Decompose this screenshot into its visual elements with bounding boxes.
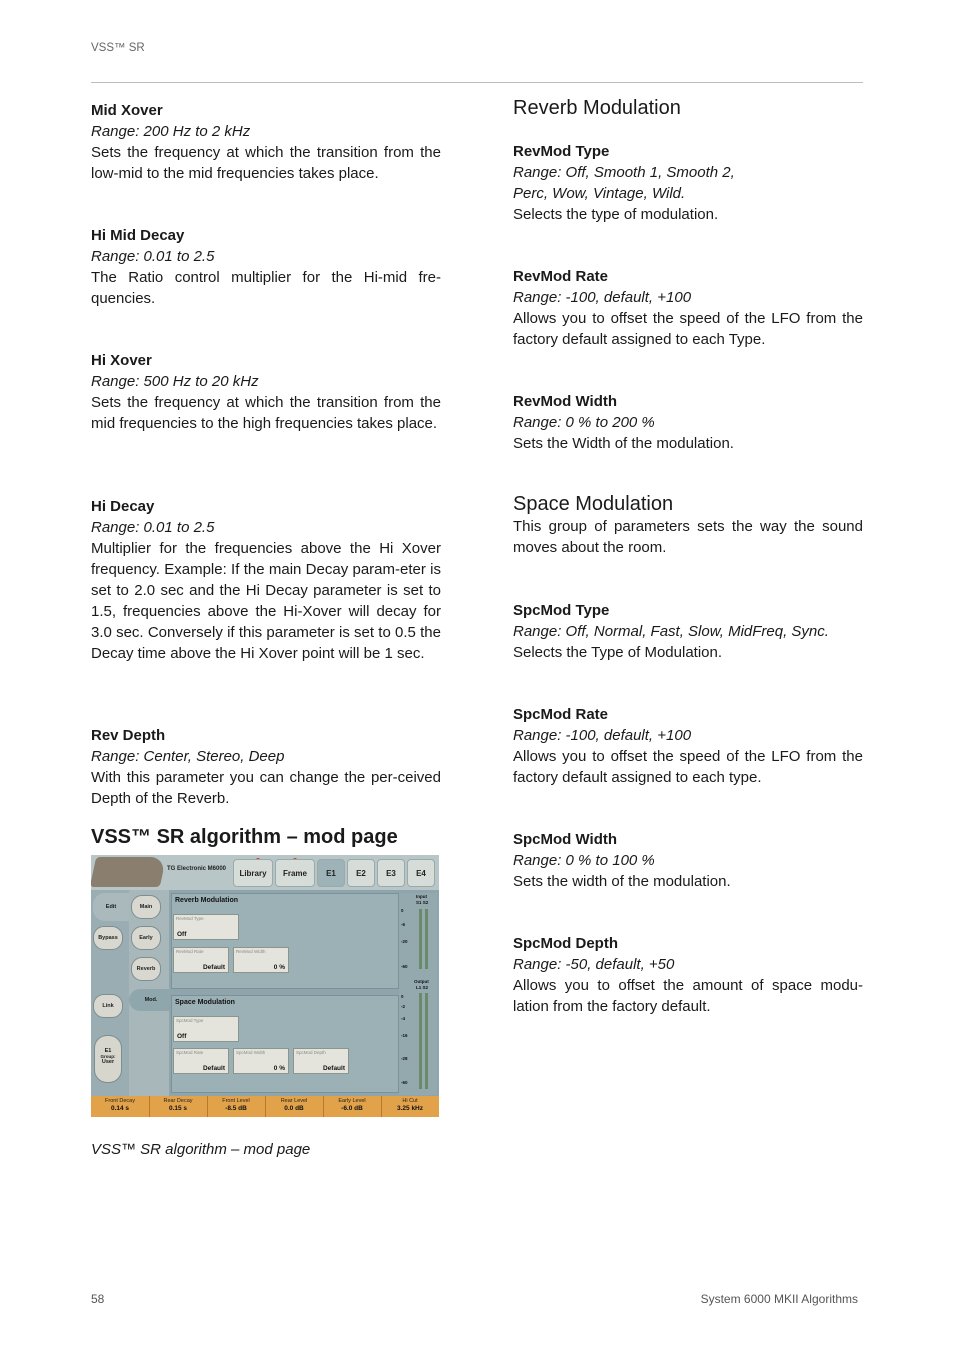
spcmod-rate-field[interactable]: [173, 1048, 229, 1074]
reverb-mod-group: [171, 893, 399, 989]
input-channels: S1 S2: [416, 900, 429, 905]
output-scale-1: -2: [401, 1004, 406, 1009]
reverb-button[interactable]: Reverb: [131, 957, 161, 981]
output-meter-label: Output: [414, 979, 429, 984]
field-label: SpcMod Width: [236, 1050, 266, 1055]
cell-label: Early Level: [338, 1098, 366, 1104]
field-value: 0 %: [273, 1065, 285, 1072]
output-scale-3: -16: [401, 1033, 408, 1038]
field-label: SpcMod Depth: [296, 1050, 326, 1055]
param-hi-mid-decay: [91, 225, 441, 309]
param-revmod-rate: [513, 266, 863, 350]
input-meter-label: Input: [416, 894, 427, 899]
param-revmod-type: [513, 141, 863, 225]
cell-label: Rear Level: [280, 1098, 308, 1104]
cell-value: 0.15 s: [168, 1105, 188, 1112]
param-spcmod-rate: [513, 704, 863, 788]
param-desc: Selects the type of modulation.: [513, 206, 719, 223]
tab-frame[interactable]: Frame: [275, 859, 315, 887]
output-scale-0: 0: [401, 994, 404, 999]
tab-e2[interactable]: E2: [347, 859, 375, 887]
param-desc: Sets the frequency at which the transition from the low-mid to the mid frequencies takes place.: [91, 144, 441, 182]
param-spcmod-width: [513, 829, 863, 892]
param-desc: Multiplier for the frequencies above the Hi Xover frequency. Example: If the main Decay param-eter is set to 2.0 sec and the Hi Decay parameter is set to 1.5, frequencies above the Hi-Xover will decay for 3.0 sec. Conversely if this parameter is set to 0.5 the Decay time above the Hi Xover point will be 1 sec.: [91, 540, 441, 662]
param-range: Range: 500 Hz to 20 kHz: [91, 373, 259, 390]
param-range: Range: 0 % to 200 %: [513, 414, 655, 431]
param-range: Range: -100, default, +100: [513, 727, 692, 744]
param-spcmod-type: [513, 600, 863, 663]
param-range: Range: 0.01 to 2.5: [91, 248, 215, 265]
user-line3: User: [101, 1059, 115, 1065]
param-name: Hi Mid Decay: [91, 227, 185, 244]
user-line1: E1: [104, 1048, 112, 1054]
output-scale-5: -60: [401, 1080, 408, 1085]
param-desc: Allows you to offset the amount of space modu-lation from the factory default.: [513, 977, 863, 1015]
param-name: Hi Xover: [91, 352, 152, 369]
tab-e1[interactable]: E1: [317, 859, 345, 887]
input-scale-0: 0: [401, 908, 404, 913]
figure-caption: VSS™ SR algorithm – mod page: [91, 1141, 311, 1158]
footer-title: System 6000 MKII Algorithms: [700, 1292, 858, 1306]
device-image: [91, 857, 166, 887]
rear-decay-cell[interactable]: [149, 1096, 208, 1117]
param-range: Range: 0 % to 100 %: [513, 852, 655, 869]
param-range: Range: Off, Smooth 1, Smooth 2, Perc, Wow, Vintage, Wild.: [513, 164, 735, 202]
param-revmod-width: [513, 391, 863, 454]
param-name: Rev Depth: [91, 727, 166, 744]
mod-page-screenshot: [91, 855, 439, 1117]
space-mod-group: [171, 995, 399, 1093]
space-mod-heading: Space Modulation: [513, 493, 674, 515]
input-scale-2: -20: [401, 939, 408, 944]
mod-button[interactable]: Mod.: [129, 989, 173, 1011]
level-meters: [399, 893, 437, 1095]
param-desc: Allows you to offset the speed of the LFO from the factory default assigned to each type.: [513, 748, 863, 786]
param-hi-decay: [91, 496, 441, 664]
tab-e4[interactable]: E4: [407, 859, 435, 887]
ui-brand: TG Electronic M6000: [167, 866, 227, 872]
param-range: Range: 200 Hz to 2 kHz: [91, 123, 251, 140]
field-label: SpcMod Type: [176, 1018, 204, 1023]
cell-label: Hi Cut: [402, 1098, 418, 1104]
param-desc: The Ratio control multiplier for the Hi-mid fre-quencies.: [91, 269, 441, 307]
param-hi-xover: [91, 350, 441, 434]
cell-value: 3.25 kHz: [396, 1105, 424, 1112]
param-desc: Sets the Width of the modulation.: [513, 435, 734, 452]
param-desc: Sets the frequency at which the transition from the mid frequencies to the high frequencies takes place.: [91, 394, 441, 432]
space-mod-intro-text: This group of parameters sets the way the sound moves about the room.: [513, 518, 863, 556]
field-value: Default: [322, 1065, 345, 1072]
param-name: SpcMod Depth: [513, 935, 618, 952]
param-name: SpcMod Width: [513, 831, 618, 848]
header-divider: [91, 82, 863, 83]
field-value: Default: [202, 964, 225, 971]
input-scale-3: -60: [401, 964, 408, 969]
param-range: Range: -100, default, +100: [513, 289, 692, 306]
link-button[interactable]: Link: [93, 994, 123, 1018]
spcmod-type-field[interactable]: [173, 1016, 239, 1042]
output-scale-2: -4: [401, 1016, 406, 1021]
param-rev-depth: [91, 725, 441, 809]
space-mod-intro: [513, 516, 863, 558]
user-line2: Group:: [100, 1054, 116, 1059]
reverb-group-title: Reverb Modulation: [175, 897, 239, 904]
param-range: Range: -50, default, +50: [513, 956, 675, 973]
revmod-width-field[interactable]: [233, 947, 289, 973]
cell-value: 0.0 dB: [284, 1105, 304, 1112]
param-spcmod-depth: [513, 933, 863, 1017]
output-scale-4: -28: [401, 1056, 408, 1061]
early-button[interactable]: Early: [131, 926, 161, 950]
ui-bottom-bar: [91, 1096, 439, 1117]
tab-e3[interactable]: E3: [377, 859, 405, 887]
early-level-cell[interactable]: [323, 1096, 382, 1117]
param-name: RevMod Width: [513, 393, 618, 410]
field-label: SpcMod Rate: [176, 1050, 204, 1055]
cell-value: 0.14 s: [110, 1105, 130, 1112]
field-value: 0 %: [273, 964, 285, 971]
front-decay-cell[interactable]: [91, 1096, 150, 1117]
output-meter-bar: [419, 993, 422, 1089]
param-range: Range: 0.01 to 2.5: [91, 519, 215, 536]
page-header: VSS™ SR: [91, 42, 145, 54]
edit-button[interactable]: Edit: [93, 893, 129, 921]
param-desc: Sets the width of the modulation.: [513, 873, 731, 890]
space-group-title: Space Modulation: [175, 999, 235, 1006]
param-desc: Selects the Type of Modulation.: [513, 644, 723, 661]
field-label: RevMod Rate: [176, 949, 204, 954]
param-range: Range: Center, Stereo, Deep: [91, 748, 285, 765]
param-desc: Allows you to offset the speed of the LFO from the factory default assigned to each Type.: [513, 310, 863, 348]
param-name: RevMod Rate: [513, 268, 609, 285]
bypass-button[interactable]: Bypass: [93, 926, 123, 950]
page-number: 58: [91, 1292, 105, 1306]
field-label: RevMod Width: [236, 949, 266, 954]
main-button[interactable]: Main: [131, 895, 161, 919]
field-label: RevMod Type: [176, 916, 204, 921]
input-meter-bar: [419, 909, 422, 969]
field-value: Off: [177, 1033, 187, 1040]
ui-top-bar: [91, 855, 439, 890]
cell-value: -6.0 dB: [341, 1105, 363, 1112]
tab-library[interactable]: Library: [233, 859, 273, 887]
cell-value: -8.5 dB: [225, 1105, 247, 1112]
output-meter-bar: [425, 993, 428, 1089]
hi-cut-cell[interactable]: [381, 1096, 439, 1117]
param-desc: With this parameter you can change the per-ceived Depth of the Reverb.: [91, 769, 441, 807]
param-name: SpcMod Type: [513, 602, 610, 619]
mod-page-heading: VSS™ SR algorithm – mod page: [91, 826, 398, 848]
param-name: Hi Decay: [91, 498, 155, 515]
revmod-rate-field[interactable]: [173, 947, 229, 973]
spcmod-width-field[interactable]: [233, 1048, 289, 1074]
front-level-cell[interactable]: [207, 1096, 266, 1117]
spcmod-depth-field[interactable]: [293, 1048, 349, 1074]
group-user-box[interactable]: [94, 1035, 122, 1083]
field-value: Off: [177, 931, 187, 938]
cell-label: Front Level: [222, 1098, 250, 1104]
reverb-mod-heading: Reverb Modulation: [513, 97, 681, 119]
input-meter-bar: [425, 909, 428, 969]
cell-label: Front Decay: [105, 1098, 135, 1104]
revmod-type-field[interactable]: [173, 914, 239, 940]
input-scale-1: -6: [401, 922, 406, 927]
cell-label: Rear Decay: [163, 1098, 193, 1104]
rear-level-cell[interactable]: [265, 1096, 324, 1117]
param-name: Mid Xover: [91, 102, 163, 119]
param-name: SpcMod Rate: [513, 706, 609, 723]
param-mid-xover: [91, 100, 441, 184]
output-channels: L1 S2: [416, 985, 429, 990]
field-value: Default: [202, 1065, 225, 1072]
param-name: RevMod Type: [513, 143, 610, 160]
param-range: Range: Off, Normal, Fast, Slow, MidFreq, Sync.: [513, 623, 829, 640]
